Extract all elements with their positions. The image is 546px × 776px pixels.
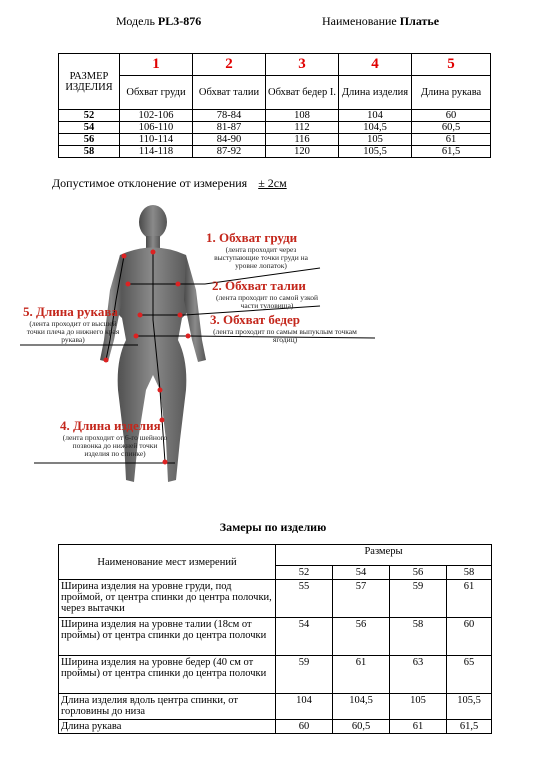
- col-header: Обхват бедер I.: [266, 76, 339, 110]
- measure-value: 104: [276, 694, 333, 720]
- measures-head-name: Наименование мест измерений: [59, 545, 276, 580]
- table-row: [59, 580, 492, 618]
- measure-value: 60,5: [333, 720, 390, 734]
- size-header: 56: [390, 566, 447, 580]
- measure-name: Длина изделия вдоль центра спинки, от горловины до низа: [59, 694, 276, 720]
- measure-name: Ширина изделия на уровне груди, под проймой, от центра спинки до центра полочки, через вытачки: [59, 580, 276, 618]
- name-header: [322, 14, 439, 29]
- size-header: 52: [276, 566, 333, 580]
- col-number: 5: [412, 54, 491, 76]
- value-cell: 78-84: [193, 110, 266, 122]
- table-row: [59, 618, 492, 656]
- size-header: 58: [447, 566, 492, 580]
- table-row: [59, 122, 491, 134]
- annotation-desc: (лента проходит по самой узкой части туловища): [216, 293, 318, 310]
- value-cell: 60: [412, 110, 491, 122]
- col-number: 1: [120, 54, 193, 76]
- value-cell: 112: [266, 122, 339, 134]
- size-cell: 54: [59, 122, 120, 134]
- value-cell: 104: [339, 110, 412, 122]
- tolerance-note: [52, 176, 287, 191]
- value-cell: 61,5: [412, 146, 491, 158]
- size-corner-cell: РАЗМЕР ИЗДЕЛИЯ: [59, 54, 120, 110]
- measure-value: 61: [333, 656, 390, 694]
- measure-value: 54: [276, 618, 333, 656]
- size-cell: 52: [59, 110, 120, 122]
- annotation-waist: [212, 278, 332, 310]
- annotation-title: 2. Обхват талии: [212, 278, 306, 293]
- measure-value: 105,5: [447, 694, 492, 720]
- annotation-hips: [210, 312, 370, 344]
- col-number: 4: [339, 54, 412, 76]
- value-cell: 106-110: [120, 122, 193, 134]
- measure-value: 59: [276, 656, 333, 694]
- value-cell: 60,5: [412, 122, 491, 134]
- measure-value: 61: [447, 580, 492, 618]
- model-label: Модель: [116, 14, 155, 28]
- value-cell: 61: [412, 134, 491, 146]
- measure-value: 60: [276, 720, 333, 734]
- measure-value: 63: [390, 656, 447, 694]
- col-header: Обхват груди: [120, 76, 193, 110]
- tolerance-label: Допустимое отклонение от измерения: [52, 176, 248, 190]
- value-cell: 120: [266, 146, 339, 158]
- measures-table: [58, 544, 492, 734]
- annotation-title: 5. Длина рукава: [23, 304, 118, 319]
- size-header: 54: [333, 566, 390, 580]
- size-cell: 56: [59, 134, 120, 146]
- value-cell: 114-118: [120, 146, 193, 158]
- annotation-title: 3. Обхват бедер: [210, 312, 300, 327]
- measure-value: 65: [447, 656, 492, 694]
- value-cell: 105,5: [339, 146, 412, 158]
- size-cell: 58: [59, 146, 120, 158]
- measure-value: 56: [333, 618, 390, 656]
- annotation-sleeve: [23, 304, 123, 344]
- table-row: [59, 134, 491, 146]
- annotation-desc: (лента проходит от 6-го шейного позвонка до нижней точки изделия по спинке): [62, 433, 168, 458]
- measure-name: Ширина изделия на уровне талии (18см от проймы) от центра спинки до центра полочки: [59, 618, 276, 656]
- measurement-figure: [20, 200, 380, 500]
- tolerance-value: ± 2см: [258, 176, 287, 190]
- table-row: [59, 694, 492, 720]
- measure-value: 59: [390, 580, 447, 618]
- measure-value: 104,5: [333, 694, 390, 720]
- col-header: Длина рукава: [412, 76, 491, 110]
- measure-value: 60: [447, 618, 492, 656]
- value-cell: 108: [266, 110, 339, 122]
- annotation-title: 4. Длина изделия: [60, 418, 161, 433]
- value-cell: 81-87: [193, 122, 266, 134]
- name-label: Наименование: [322, 14, 397, 28]
- annotation-title: 1. Обхват груди: [206, 230, 298, 245]
- annotation-desc: (лента проходит по самым выпуклым точкам ягодиц): [213, 327, 357, 344]
- col-number: 2: [193, 54, 266, 76]
- measures-title: Замеры по изделию: [219, 520, 327, 534]
- annotation-length: [60, 418, 170, 458]
- table-row: [59, 146, 491, 158]
- model-header: [116, 14, 201, 29]
- col-header: Длина изделия: [339, 76, 412, 110]
- measure-value: 61: [390, 720, 447, 734]
- measure-value: 55: [276, 580, 333, 618]
- measure-value: 58: [390, 618, 447, 656]
- annotation-desc: (лента проходит от высшей точки плеча до нижнего края рукава): [26, 319, 120, 344]
- measure-value: 61,5: [447, 720, 492, 734]
- table-row: [59, 656, 492, 694]
- value-cell: 110-114: [120, 134, 193, 146]
- col-number: 3: [266, 54, 339, 76]
- value-cell: 84-90: [193, 134, 266, 146]
- value-cell: 116: [266, 134, 339, 146]
- value-cell: 105: [339, 134, 412, 146]
- value-cell: 104,5: [339, 122, 412, 134]
- table-row: [59, 110, 491, 122]
- model-value: PL3-876: [157, 14, 202, 28]
- col-header: Обхват талии: [193, 76, 266, 110]
- value-cell: 102-106: [120, 110, 193, 122]
- value-cell: 87-92: [193, 146, 266, 158]
- measure-value: 57: [333, 580, 390, 618]
- annotation-desc: (лента проходит через выступающие точки груди на уровне лопаток): [214, 245, 308, 270]
- name-value: Платье: [399, 14, 440, 28]
- measure-name: Ширина изделия на уровне бедер (40 см от проймы) от центра спинки до центра полочки: [59, 656, 276, 694]
- size-table: [58, 53, 491, 158]
- measure-name: Длина рукава: [59, 720, 276, 734]
- measure-value: 105: [390, 694, 447, 720]
- table-row: [59, 720, 492, 734]
- annotation-bust: [206, 230, 336, 270]
- measures-head-sizes: Размеры: [276, 545, 492, 566]
